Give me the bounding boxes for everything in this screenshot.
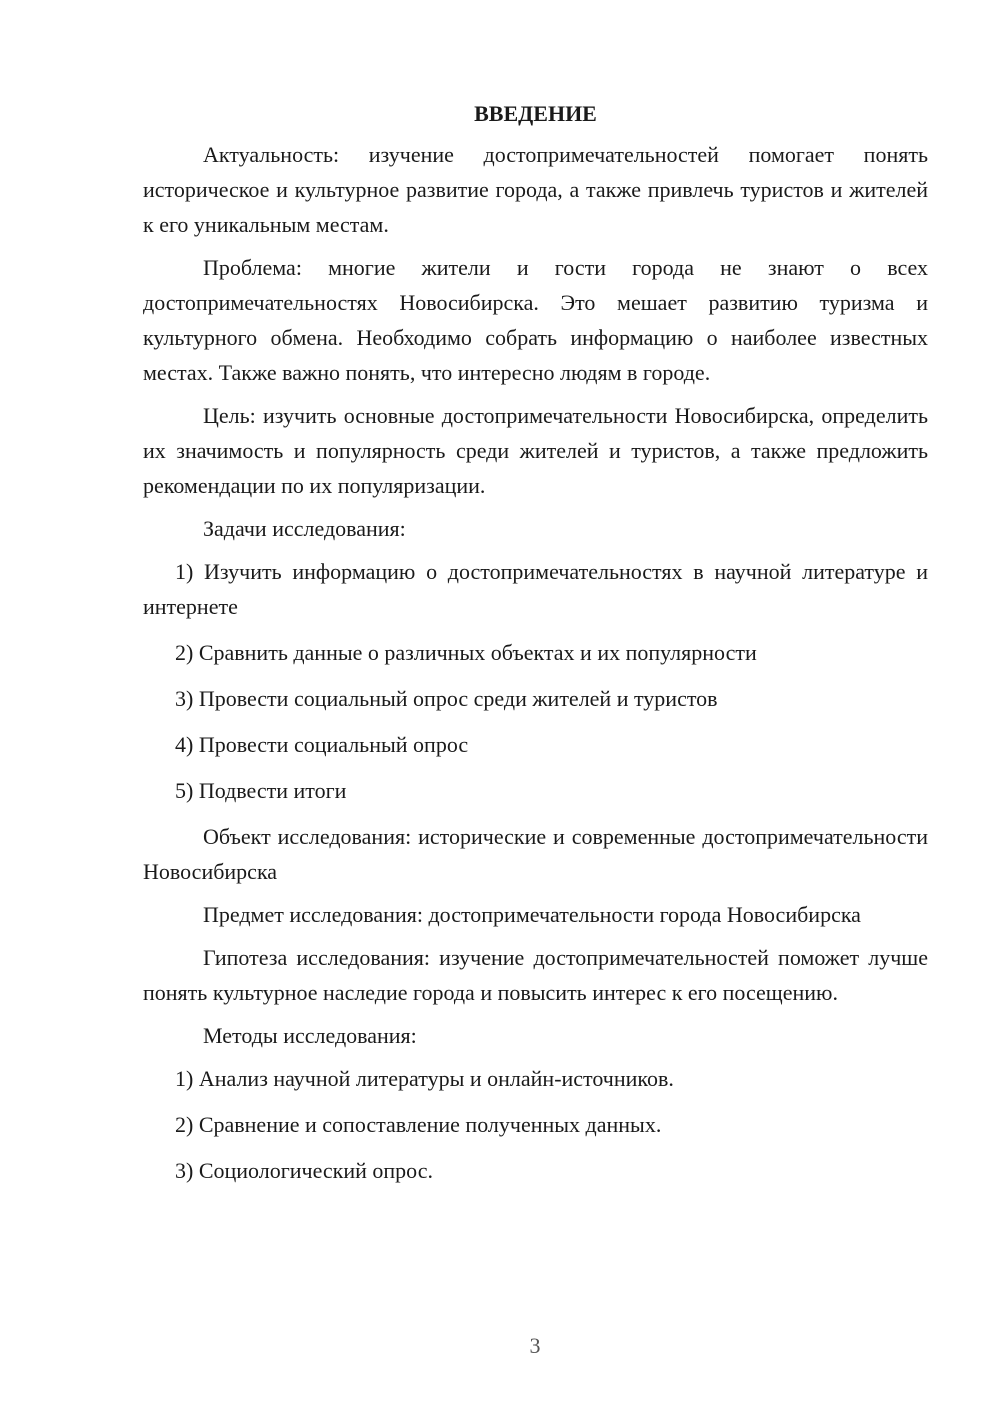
task-item-4: 4) Провести социальный опрос: [175, 732, 469, 757]
problem-paragraph: Проблема: многие жители и гости города не знают о всех достопримечательностях Новосибирска. Это мешает развитию туризма и культурного обмена. Необходимо собрать информацию о наиболее известных местах. Также важно понять, что интересно людям в городе.: [143, 255, 928, 385]
subject-paragraph: Предмет исследования: достопримечательности города Новосибирска: [203, 902, 861, 927]
task-item-1: 1) Изучить информацию о достопримечательностях в научной литературе и интернете: [143, 559, 928, 619]
tasks-heading: Задачи исследования:: [203, 516, 406, 541]
methods-heading: Методы исследования:: [203, 1023, 417, 1048]
relevance-paragraph: Актуальность: изучение достопримечательностей помогает понять историческое и культурное развитие города, а также привлечь туристов и жителей к его уникальным местам.: [143, 142, 928, 237]
method-item-2: 2) Сравнение и сопоставление полученных данных.: [175, 1112, 662, 1137]
page-title: ВВЕДЕНИЕ: [474, 101, 597, 126]
task-item-3: 3) Провести социальный опрос среди жителей и туристов: [175, 686, 718, 711]
task-item-5: 5) Подвести итоги: [175, 778, 347, 803]
object-paragraph: Объект исследования: исторические и современные достопримечательности Новосибирска: [143, 824, 928, 884]
task-item-2: 2) Сравнить данные о различных объектах и их популярности: [175, 640, 757, 665]
method-item-1: 1) Анализ научной литературы и онлайн-источников.: [175, 1066, 674, 1091]
goal-paragraph: Цель: изучить основные достопримечательности Новосибирска, определить их значимость и популярность среди жителей и туристов, а также предложить рекомендации по их популяризации.: [143, 403, 928, 498]
page-number: 3: [529, 1333, 541, 1358]
method-item-3: 3) Социологический опрос.: [175, 1158, 433, 1183]
hypothesis-paragraph: Гипотеза исследования: изучение достопримечательностей поможет лучше понять культурное наследие города и повысить интерес к его посещению.: [143, 945, 928, 1005]
page-content: [143, 96, 928, 1199]
